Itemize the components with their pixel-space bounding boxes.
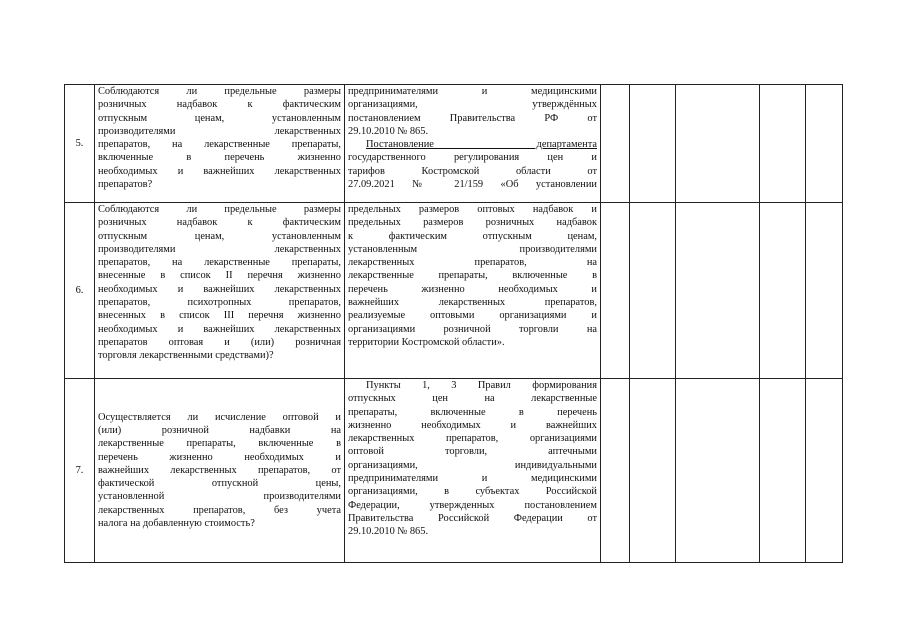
blank-cell <box>601 85 630 203</box>
question-line: препаратов, на лекарственные препараты, <box>98 139 341 151</box>
question-line: лекарственных препаратов, без учета <box>98 504 341 516</box>
reference-line: оптовой торговли, аптечными <box>348 446 597 458</box>
reference-line: тарифов Костромской области от <box>348 165 597 177</box>
reference-line: государственного регулирования цен и <box>348 152 597 164</box>
blank-cell <box>601 203 630 379</box>
table-row <box>65 203 843 379</box>
legal-reference-cell <box>345 85 601 203</box>
question-line: лекарственные препараты, включенные в <box>98 438 341 450</box>
question-line: налога на добавленную стоимость? <box>98 518 255 530</box>
table-row <box>65 379 843 563</box>
question-line: внесенных в список III перечня жизненно <box>98 310 341 322</box>
reference-line: отпускных цен на лекарственные <box>348 393 597 405</box>
blank-cell <box>676 203 760 379</box>
question-line: Соблюдаются ли предельные размеры <box>98 204 341 215</box>
blank-cell <box>630 85 676 203</box>
question-line: установленной производителями <box>98 491 341 503</box>
question-line: препаратов? <box>98 179 153 191</box>
reference-line: лекарственные препараты, включенные в <box>348 270 597 282</box>
row-number: 5. <box>65 85 95 203</box>
question-line: перечень жизненно необходимых и <box>98 451 341 463</box>
reference-line: предельных размеров оптовых надбавок и <box>348 204 597 215</box>
question-line: торговля лекарственными средствами)? <box>98 350 274 362</box>
reference-line: 29.10.2010 № 865. <box>348 125 429 137</box>
table-row <box>65 85 843 203</box>
blank-cell <box>630 379 676 563</box>
reference-line: организациями, индивидуальными <box>348 459 597 471</box>
question-line: отпускным ценам, установленным <box>98 230 341 242</box>
reference-line: организациями, в субъектах Российской <box>348 486 597 498</box>
question-line: препаратов оптовая и (или) розничная <box>98 336 341 348</box>
decree-title: Постановление департамента <box>366 139 597 151</box>
question-line: Соблюдаются ли предельные размеры <box>98 86 341 97</box>
reference-line: Правительства Российской Федерации от <box>348 512 597 524</box>
reference-line: постановлением Правительства РФ от <box>348 112 597 124</box>
legal-reference-cell <box>345 203 601 379</box>
blank-cell <box>630 203 676 379</box>
legal-reference-cell <box>345 379 601 563</box>
reference-line: предельных размеров розничных надбавок <box>348 217 597 229</box>
question-line: необходимых и важнейших лекарственных <box>98 283 341 295</box>
reference-line: перечень жизненно необходимых и <box>348 283 597 295</box>
question-cell <box>95 379 345 563</box>
reference-line: к фактическим отпускным ценам, <box>348 230 597 242</box>
question-line: необходимых и важнейших лекарственных <box>98 165 341 177</box>
blank-cell <box>676 379 760 563</box>
blank-cell <box>806 203 843 379</box>
reference-line: организациями розничной торговли на <box>348 323 597 335</box>
question-line: (или) розничной надбавки на <box>98 424 341 436</box>
reference-line: предпринимателями и медицинскими <box>348 86 597 97</box>
question-line: внесенные в список II перечня жизненно <box>98 270 341 282</box>
question-line: производителями лекарственных <box>98 243 341 255</box>
reference-line: 27.09.2021 № 21/159 «Об установлении <box>348 179 597 191</box>
inspection-checklist-table <box>64 84 843 563</box>
reference-line: лекарственных препаратов, на <box>348 257 597 269</box>
row-number: 7. <box>65 379 95 563</box>
reference-line: территории Костромской области». <box>348 336 505 348</box>
question-line: препаратов, на лекарственные препараты, <box>98 257 341 269</box>
question-line: Осуществляется ли исчисление оптовой и <box>98 411 341 423</box>
row-number: 6. <box>65 203 95 379</box>
blank-cell <box>676 85 760 203</box>
question-line: включенные в перечень жизненно <box>98 152 341 164</box>
question-line: розничных надбавок к фактическим <box>98 99 341 111</box>
question-line: производителями лекарственных <box>98 125 341 137</box>
reference-line: Федерации, утвержденных постановлением <box>348 499 597 511</box>
blank-cell <box>806 85 843 203</box>
blank-cell <box>806 379 843 563</box>
reference-line: предпринимателями и медицинскими <box>348 473 597 485</box>
reference-line: установленным производителями <box>348 243 597 255</box>
blank-cell <box>601 379 630 563</box>
reference-line: лекарственных препаратов, организациями <box>348 433 597 445</box>
reference-line: препараты, включенные в перечень <box>348 406 597 418</box>
question-cell <box>95 85 345 203</box>
question-line: необходимых и важнейших лекарственных <box>98 323 341 335</box>
blank-cell <box>760 85 806 203</box>
reference-line: важнейших лекарственных препаратов, <box>348 297 597 309</box>
question-cell <box>95 203 345 379</box>
question-line: препаратов, психотропных препаратов, <box>98 297 341 309</box>
question-line: розничных надбавок к фактическим <box>98 217 341 229</box>
blank-cell <box>760 203 806 379</box>
question-line: отпускным ценам, установленным <box>98 112 341 124</box>
question-line: фактической отпускной цены, <box>98 478 341 490</box>
reference-line: жизненно необходимых и важнейших <box>348 419 597 431</box>
reference-line <box>348 138 597 151</box>
reference-line: организациями, утверждённых <box>348 99 597 111</box>
question-line: важнейших лекарственных препаратов, от <box>98 464 341 476</box>
reference-line: 29.10.2010 № 865. <box>348 526 429 538</box>
reference-line: реализуемые оптовыми организациями и <box>348 310 597 322</box>
blank-cell <box>760 379 806 563</box>
reference-line: Пункты 1, 3 Правил формирования <box>366 380 597 391</box>
